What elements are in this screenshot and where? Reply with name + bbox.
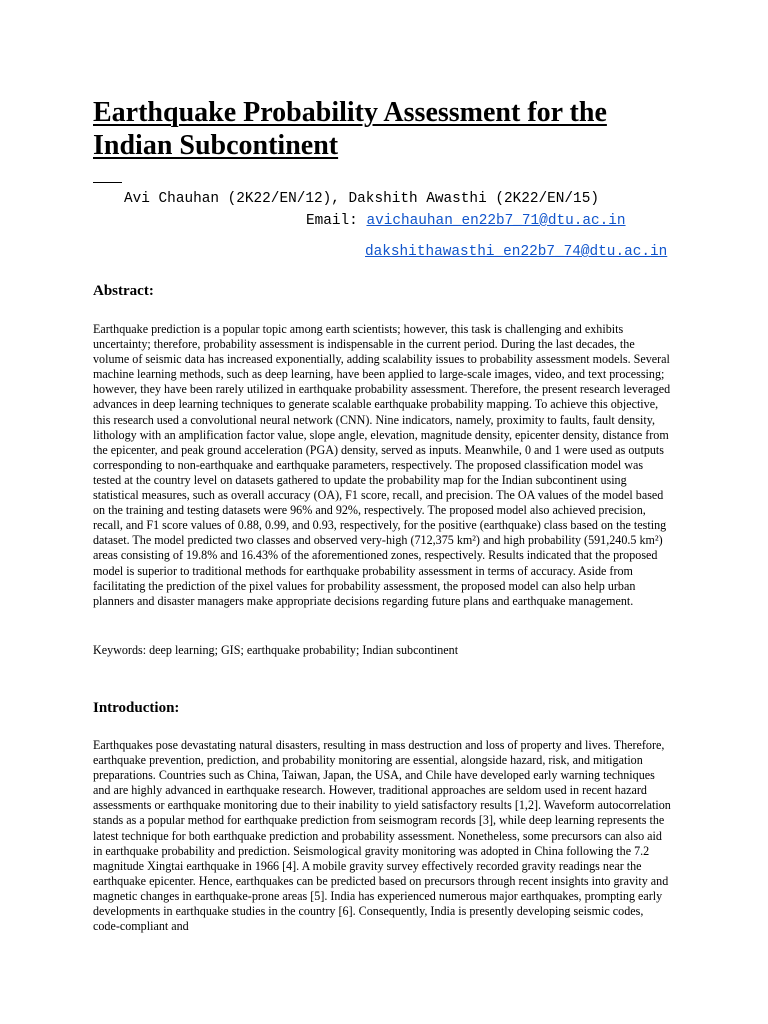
email-line-2 <box>365 243 667 261</box>
paper-title: Earthquake Probability Assessment for the Indian Subcontinent <box>93 97 607 161</box>
introduction-heading: Introduction: <box>93 700 180 716</box>
introduction-paragraph: Earthquakes pose devastating natural disasters, resulting in mass destruction and loss of property and lives. Therefore, earthquake prevention, prediction, and probability monitoring are essential, alongside hazard, risk, and mitigation preparations. Countries such as China, Taiwan, Japan, the USA, and Chile have developed early warning techniques and are highly advanced in earthquake research. However, traditional approaches are seldom used in recent hazard assessments or earthquake monitoring due to their inability to yield satisfactory results [1,2]. Waveform autocorrelation stands as a popular method for earthquake prediction from seismogram records [3], while deep learning represents the latest technique for both earthquake prediction and probability assessment. Nonetheless, some precursors can also aid in earthquake probability and prediction. Seismological gravity monitoring was adopted in China following the 7.2 magnitude Xingtai earthquake in 1966 [4]. A mobile gravity survey effectively recorded gravity readings near the earthquake epicenter. Hence, earthquakes can be predicted based on precursors through recent insights into gravity and magnetic changes in earthquake-prone areas [5]. India has experienced numerous major earthquakes, prompting early developments in earthquake studies in the country [6]. Consequently, India is presently developing seismic codes, code-compliant and <box>93 738 671 934</box>
title-rule <box>93 182 122 183</box>
abstract-heading: Abstract: <box>93 283 154 299</box>
abstract-paragraph: Earthquake prediction is a popular topic among earth scientists; however, this task is challenging and exhibits uncertainty; therefore, probability assessment is indispensable in the current period. During the last decades, the volume of seismic data has increased exponentially, adding scalability issues to probability assessment models. Several machine learning methods, such as deep learning, have been applied to large-scale images, video, and text processing; however, they have been rarely utilized in earthquake probability assessment. Therefore, the present research leveraged advances in deep learning techniques to generate scalable earthquake probability mapping. To achieve this objective, this research used a convolutional neural network (CNN). Nine indicators, namely, proximity to faults, fault density, lithology with an amplification factor value, slope angle, elevation, magnitude density, epicenter density, distance from the epicenter, and peak ground acceleration (PGA) density, served as inputs. Meanwhile, 0 and 1 were used as outputs corresponding to non-earthquake and earthquake parameters, respectively. The proposed classification model was tested at the country level on datasets gathered to update the probability map for the Indian subcontinent using statistical measures, such as overall accuracy (OA), F1 score, recall, and precision. The OA values of the model based on the training and testing datasets were 96% and 92%, respectively. The proposed model also achieved precision, recall, and F1 score values of 0.88, 0.99, and 0.93, respectively, for the positive (earthquake) class based on the testing dataset. The model predicted two classes and observed very-high (712,375 km²) and high probability (591,240.5 km²) areas consisting of 19.8% and 16.43% of the aforementioned zones, respectively. Results indicated that the proposed model is superior to traditional methods for earthquake probability assessment in terms of accuracy. Aside from facilitating the prediction of the pixel values for probability assessment, the proposed model can also help urban planners and disaster managers make appropriate decisions regarding future plans and earthquake management. <box>93 322 671 608</box>
email-label: Email: <box>306 213 358 229</box>
email-link-1[interactable]: avichauhan_en22b7_71@dtu.ac.in <box>366 213 626 229</box>
email-line <box>306 212 626 230</box>
author-line: Avi Chauhan (2K22/EN/12), Dakshith Awasthi (2K22/EN/15) <box>124 191 599 207</box>
keywords-paragraph: Keywords: deep learning; GIS; earthquake probability; Indian subcontinent <box>93 643 459 657</box>
email-link-2[interactable]: dakshithawasthi_en22b7_74@dtu.ac.in <box>365 244 668 260</box>
